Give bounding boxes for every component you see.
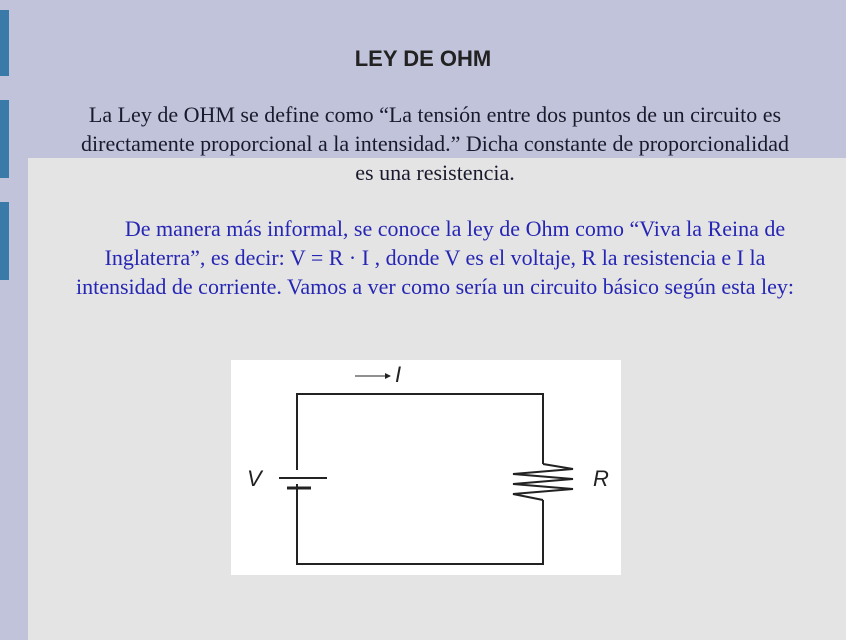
current-label: I	[395, 362, 402, 387]
informal-paragraph-text: De manera más informal, se conoce la ley de Ohm como “Viva la Reina de Inglaterra”, es decir: V = R · I , donde V es el voltaje, R la resistencia e I la intensidad de corriente. Vamos a ver como sería un circuito básico según esta ley:	[75, 216, 795, 299]
resistance-label: R	[593, 466, 609, 491]
resistor-icon	[513, 464, 573, 500]
circuit-diagram	[231, 360, 621, 575]
top-wire	[297, 394, 543, 470]
side-accent-tab	[0, 202, 9, 280]
slide-title: LEY DE OHM	[354, 46, 492, 71]
bottom-wire	[297, 484, 543, 564]
side-accent-tab	[0, 100, 9, 178]
voltage-label: V	[247, 466, 262, 491]
definition-paragraph: La Ley de OHM se define como “La tensión entre dos puntos de un circuito es directamente proporcional a la intensidad.” Dicha constante de proporcionalidad es una resistencia.	[81, 102, 789, 185]
circuit-svg	[231, 360, 621, 575]
current-arrowhead-icon	[385, 373, 391, 379]
informal-paragraph	[70, 214, 800, 301]
